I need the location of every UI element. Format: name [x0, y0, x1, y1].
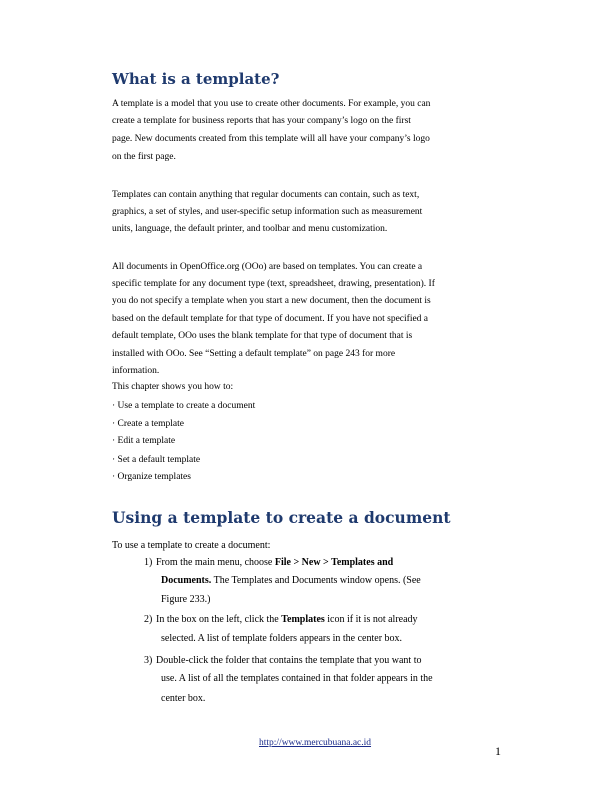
- menu-path-bold: File > New > Templates and: [274, 557, 394, 568]
- list-item: · Edit a template: [112, 436, 176, 446]
- para-line: default template, OOo uses the blank template for that type of document that is: [112, 331, 413, 341]
- step-1-line-1: [156, 557, 393, 568]
- step-1-line-2: [161, 575, 421, 586]
- step-text: The Templates and Documents window opens. (See: [211, 575, 421, 586]
- step-text: From the main menu, choose: [156, 557, 275, 568]
- footer-website-link[interactable]: http://www.mercubuana.ac.id: [259, 738, 372, 748]
- chapter-intro: This chapter shows you how to:: [112, 382, 234, 392]
- para-line: page. New documents created from this template will all have your company’s logo: [112, 134, 430, 144]
- para-line: on the first page.: [112, 152, 176, 162]
- heading-what-is-template: What is a template?: [112, 70, 280, 88]
- heading-using-template: Using a template to create a document: [112, 508, 451, 527]
- step-number: 1): [144, 557, 153, 568]
- para-line: create a template for business reports that has your company’s logo on the first: [112, 116, 411, 126]
- steps-intro: To use a template to create a document:: [112, 540, 271, 551]
- paragraph-template-definition: [112, 99, 472, 171]
- step-3-line-2: use. A list of all the templates contained in that folder appears in the: [161, 673, 433, 684]
- para-line: units, language, the default printer, and toolbar and menu customization.: [112, 224, 388, 234]
- step-number: 3): [144, 655, 153, 666]
- para-line: graphics, a set of styles, and user-specific setup information such as measurement: [112, 207, 423, 217]
- list-item: · Set a default template: [112, 455, 201, 465]
- step-3-line-1: Double-click the folder that contains the template that you want to: [156, 655, 422, 666]
- step-1-line-3: Figure 233.): [161, 594, 211, 605]
- paragraph-ooo-templates: [112, 262, 472, 377]
- para-line: Templates can contain anything that regular documents can contain, such as text,: [112, 190, 420, 200]
- page-number: 1: [495, 744, 501, 758]
- para-line: you do not specify a template when you start a new document, then the document is: [112, 296, 431, 306]
- chapter-overview-list: [112, 382, 472, 487]
- step-3-line-3: center box.: [161, 693, 206, 704]
- para-line: All documents in OpenOffice.org (OOo) are based on templates. You can create a: [112, 262, 423, 272]
- step-number: 2): [144, 614, 153, 625]
- list-item: · Create a template: [112, 419, 185, 429]
- templates-icon-label: Templates: [281, 614, 325, 625]
- para-line: information.: [112, 366, 160, 376]
- para-line: installed with OOo. See “Setting a default template” on page 243 for more: [112, 349, 396, 359]
- para-line: based on the default template for that type of document. If you have not specified a: [112, 314, 429, 324]
- step-2-line-1: [156, 614, 418, 625]
- menu-path-bold: Documents.: [161, 575, 212, 586]
- para-line: specific template for any document type (text, spreadsheet, drawing, presentation). If: [112, 279, 435, 289]
- paragraph-template-contents: [112, 190, 472, 242]
- step-text: icon if it is not already: [324, 614, 418, 625]
- list-item: · Organize templates: [112, 472, 191, 482]
- step-text: In the box on the left, click the: [156, 614, 282, 625]
- list-item: · Use a template to create a document: [112, 401, 256, 411]
- step-2-line-2: selected. A list of template folders appears in the center box.: [161, 633, 403, 644]
- para-line: A template is a model that you use to create other documents. For example, you can: [112, 99, 431, 109]
